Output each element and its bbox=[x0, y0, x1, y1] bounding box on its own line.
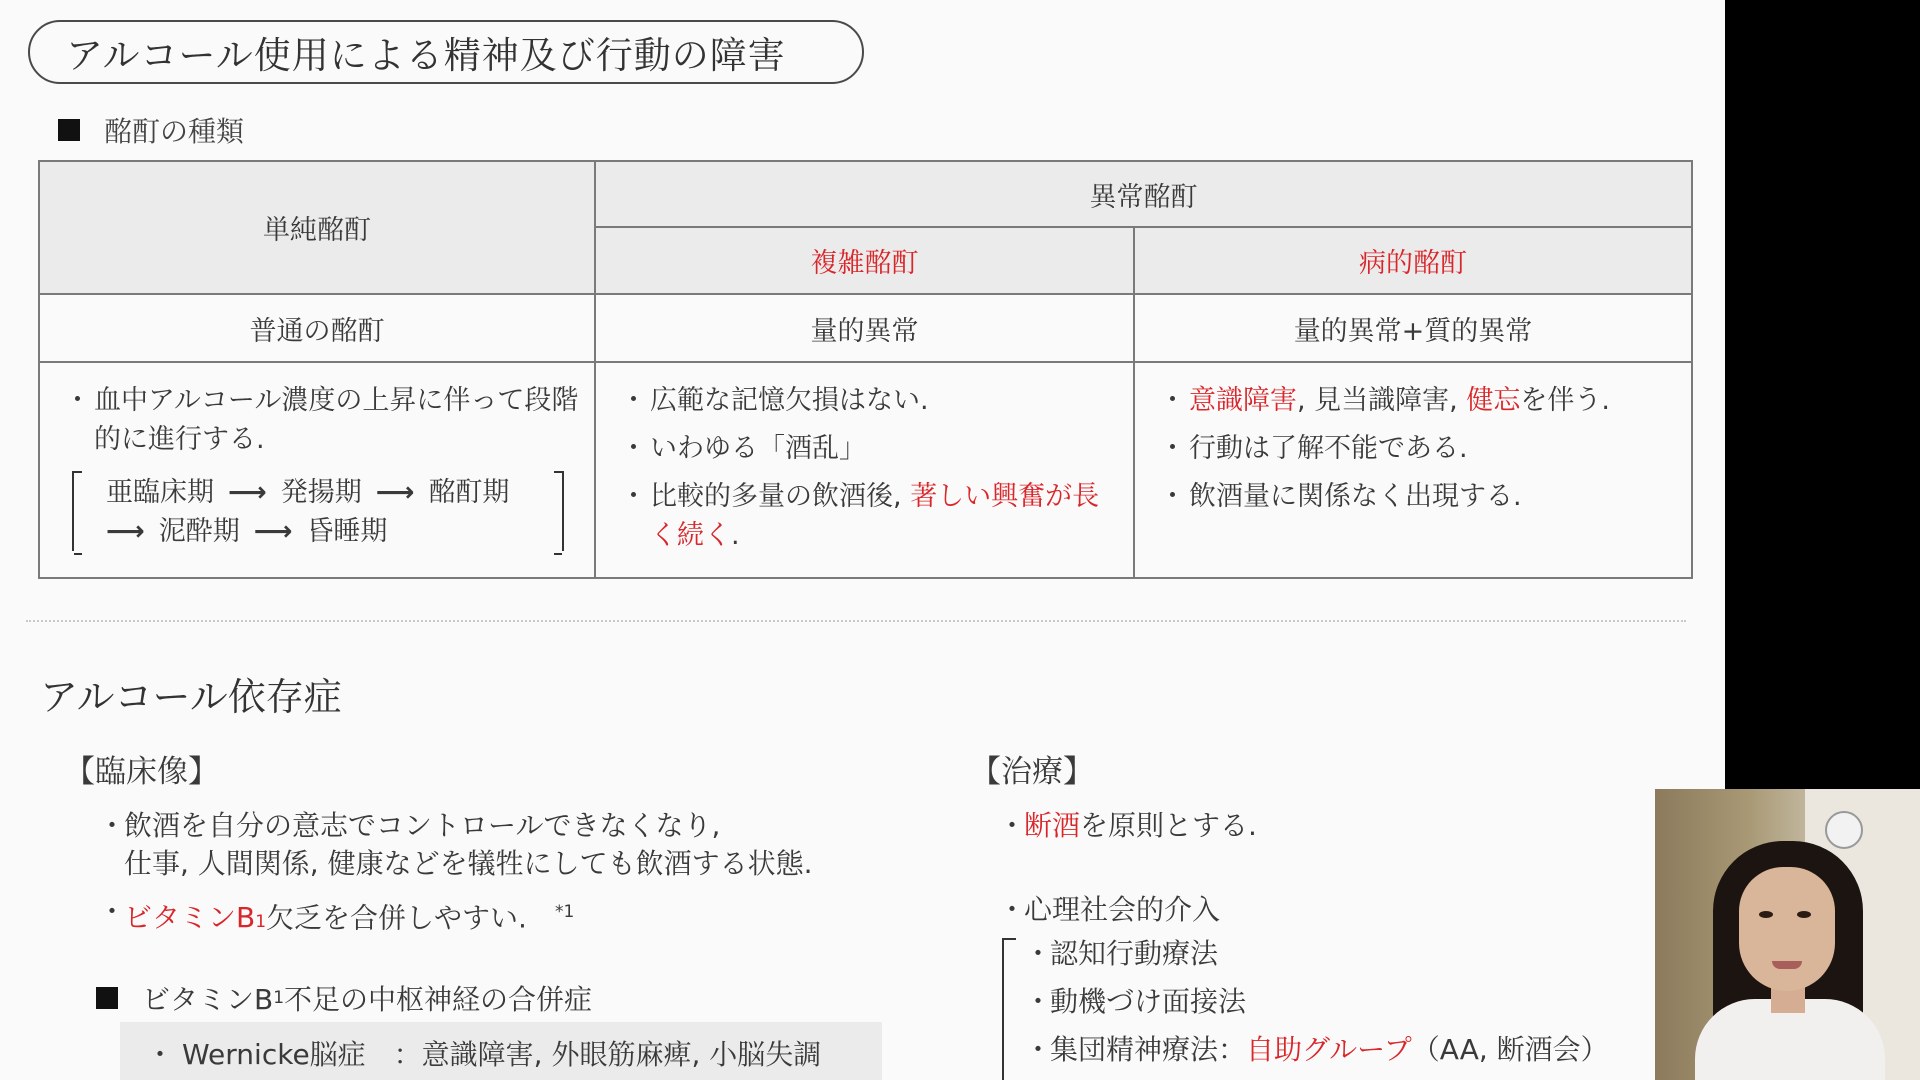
clinical-bullet-1: ・ 飲酒を自分の意志でコントロールできなくなり, bbox=[98, 807, 944, 845]
stage-5: 昏睡期 bbox=[306, 516, 388, 547]
wernicke-row bbox=[120, 1022, 882, 1080]
section-divider bbox=[26, 620, 1686, 622]
stage-3: 酩酊期 bbox=[428, 477, 510, 508]
pathological-desc: 量的異常+質的異常 bbox=[1134, 294, 1692, 362]
complex-drunk-header: 複雑酩酊 bbox=[595, 227, 1134, 294]
path-bullet-1-text-2: を伴う. bbox=[1520, 385, 1610, 416]
group-text-b: （AA, 断酒会） bbox=[1411, 1033, 1609, 1066]
path-bullet-2: ・ 行動は了解不能である. bbox=[1159, 429, 1681, 468]
square-bullet-icon bbox=[58, 119, 80, 141]
stage-2: 発揚期 bbox=[280, 477, 362, 508]
path-bullet-1-text-1: , 見当識障害, bbox=[1297, 385, 1467, 416]
presenter-eye bbox=[1797, 911, 1811, 918]
treatment-item-1: ・ 認知行動療法 bbox=[1024, 930, 1609, 978]
arrow-right-icon: ⟶ bbox=[375, 477, 415, 508]
vitamin-text: ビタミンB bbox=[124, 901, 256, 935]
complication-text-a: ビタミンB bbox=[142, 983, 274, 1016]
presenter-mouth bbox=[1772, 961, 1802, 969]
path-bullet-1 bbox=[1159, 381, 1681, 420]
abstinence-highlight: 断酒 bbox=[1024, 809, 1081, 842]
treatment-sublist bbox=[1024, 930, 1609, 1074]
simple-body bbox=[39, 362, 595, 578]
treatment-bullet-1 bbox=[998, 807, 1690, 845]
vitamin-subscript: 1 bbox=[255, 912, 267, 933]
webcam-video bbox=[1655, 789, 1920, 1080]
treatment-bracket bbox=[1002, 938, 1016, 1080]
self-help-group-highlight: 自助グループ bbox=[1246, 1033, 1412, 1066]
stage-4: 泥酔期 bbox=[158, 516, 240, 547]
stage-1: 亜臨床期 bbox=[106, 477, 214, 508]
presenter-face bbox=[1739, 867, 1835, 991]
presenter-eye bbox=[1759, 911, 1773, 918]
complex-bullet-3-text: 比較的多量の飲酒後, bbox=[650, 481, 902, 512]
clinical-heading: 【臨床像】 bbox=[64, 754, 219, 790]
simple-drunk-header: 単純酩酊 bbox=[39, 161, 595, 294]
complication-subscript: 1 bbox=[273, 988, 285, 1008]
treatment-bullet-2: ・ 心理社会的介入 bbox=[998, 891, 1690, 929]
bullet-dot-icon: ・ bbox=[146, 1038, 175, 1071]
drunk-types-heading-text: 酩酊の種類 bbox=[104, 115, 245, 148]
footnote-mark: *1 bbox=[554, 902, 575, 922]
arrow-right-icon: ⟶ bbox=[106, 516, 145, 547]
complex-bullet-1: ・ 広範な記憶欠損はない. bbox=[620, 381, 1123, 420]
complex-bullet-3-end: . bbox=[731, 520, 740, 551]
pathological-drunk-header: 病的酩酊 bbox=[1134, 227, 1692, 294]
drunk-types-heading bbox=[58, 110, 244, 150]
treatment-column bbox=[970, 746, 1690, 929]
stage-sequence bbox=[72, 471, 564, 551]
group-text-a: 集団精神療法： bbox=[1050, 1033, 1247, 1066]
arrow-right-icon: ⟶ bbox=[228, 477, 267, 508]
wernicke-text: Wernicke脳症 ：意識障害, 外眼筋麻痺, 小脳失調 bbox=[182, 1038, 822, 1071]
arrow-right-icon: ⟶ bbox=[253, 516, 293, 547]
path-bullet-1-highlight-1: 意識障害 bbox=[1189, 385, 1297, 416]
vitamin-highlight bbox=[124, 901, 266, 934]
section-title: アルコール依存症 bbox=[40, 675, 342, 719]
slide-title: アルコール使用による精神及び行動の障害 bbox=[28, 20, 864, 84]
abstinence-rest: を原則とする. bbox=[1080, 809, 1257, 842]
pathological-body bbox=[1134, 362, 1692, 578]
square-bullet-icon bbox=[96, 987, 118, 1009]
vitamin-rest: 欠乏を合併しやすい. bbox=[266, 901, 527, 935]
simple-bullet: ・ 血中アルコール濃度の上昇に伴って段階的に進行する. bbox=[64, 381, 584, 459]
complication-heading bbox=[96, 978, 592, 1018]
complex-bullet-2: ・ いわゆる「酒乱」 bbox=[620, 429, 1123, 468]
complex-bullet-3-highlight: 著しい興奮が長く続く bbox=[650, 481, 1100, 551]
clinical-bullet-2 bbox=[98, 893, 944, 941]
complex-body bbox=[595, 362, 1134, 578]
abnormal-drunk-header: 異常酩酊 bbox=[595, 161, 1692, 227]
clinical-bullet-1-cont: 仕事, 人間関係, 健康などを犠牲にしても飲酒する状態. bbox=[124, 847, 813, 880]
path-bullet-3: ・ 飲酒量に関係なく出現する. bbox=[1159, 477, 1681, 516]
complex-bullet-3 bbox=[620, 477, 1123, 555]
treatment-item-3 bbox=[1024, 1026, 1609, 1074]
path-bullet-1-highlight-2: 健忘 bbox=[1466, 385, 1521, 416]
clinical-column bbox=[64, 746, 944, 941]
treatment-heading: 【治療】 bbox=[970, 754, 1094, 790]
clock-icon bbox=[1825, 811, 1863, 849]
treatment-item-2: ・ 動機づけ面接法 bbox=[1024, 978, 1609, 1026]
simple-desc: 普通の酩酊 bbox=[39, 294, 595, 362]
drunkenness-table bbox=[38, 160, 1693, 579]
complex-desc: 量的異常 bbox=[595, 294, 1134, 362]
complication-text-b: 不足の中枢神経の合併症 bbox=[284, 983, 593, 1016]
